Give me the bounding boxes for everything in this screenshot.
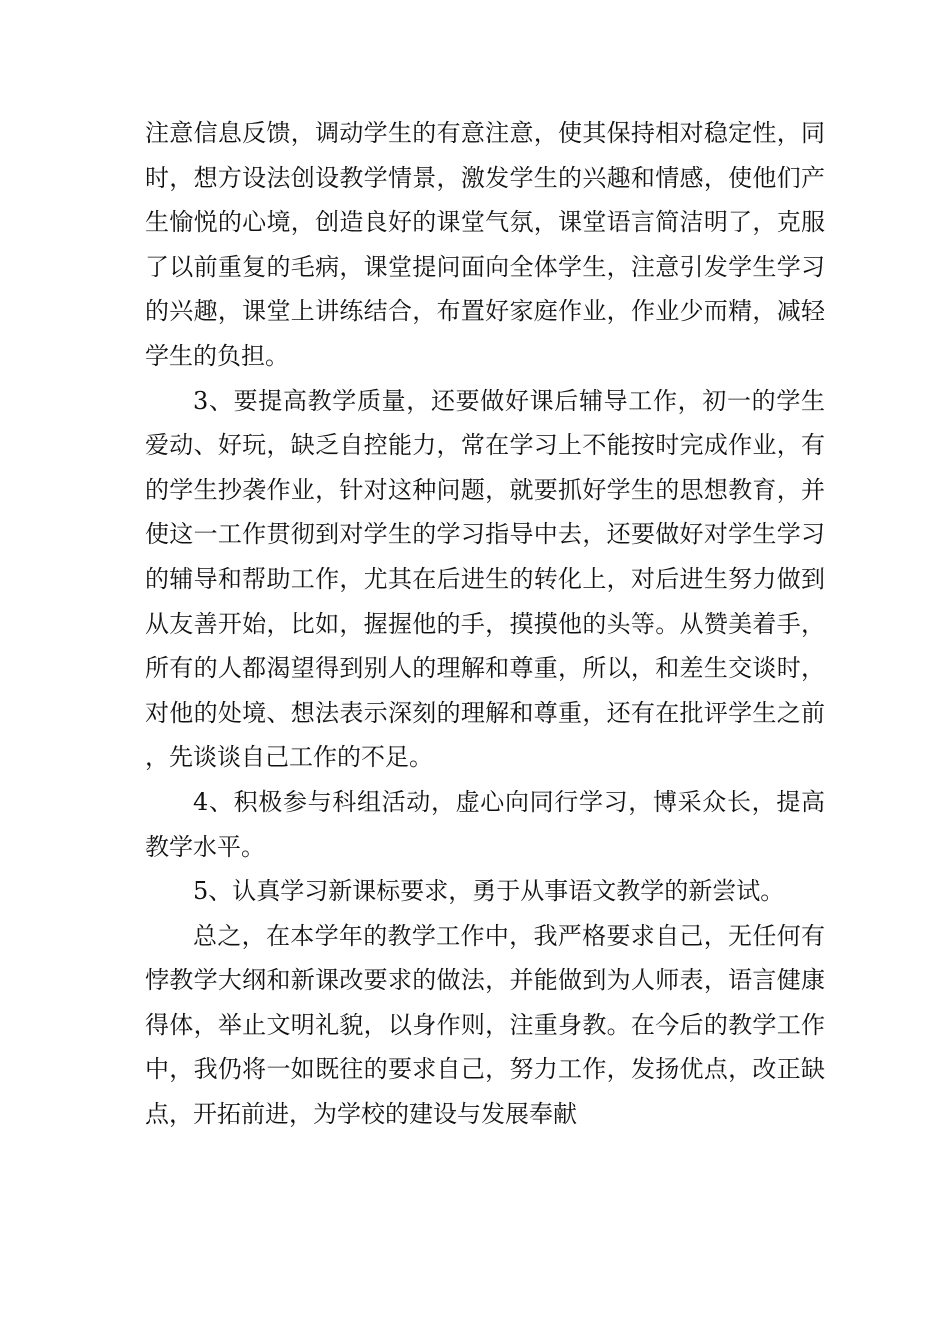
text-line: 5、认真学习新课标要求，勇于从事语文教学的新尝试。 bbox=[193, 877, 785, 906]
text-line: 学生爱动、好玩，缺乏自控能力，常在学习上不能按时完成 bbox=[145, 386, 825, 460]
text-line: 明了，克服了以前重复的毛病，课堂提问面向全体学生，注 bbox=[145, 208, 826, 281]
text-line: 何有悖教学大纲和新课改要求的做法，并能做到为人师表， bbox=[145, 921, 826, 995]
text-line: 意引发学生学习的兴趣，课堂上讲练结合，布置好家庭作业， bbox=[145, 252, 826, 326]
paragraph-1 bbox=[145, 111, 825, 379]
text-line: 上，对后进生努力做到从友善开始，比如，握握他的手，摸 bbox=[145, 564, 826, 638]
text-line: 作业少而精，减轻学生的负担。 bbox=[145, 297, 826, 370]
text-line: 要做好对学生学习的辅导和帮助工作，尤其在后进生的转化 bbox=[145, 520, 826, 593]
text-line: 和尊重，所以，和差生交谈时，对他的处境、想法表示深刻 bbox=[145, 654, 826, 727]
text-line: 他们产生愉悦的心境，创造良好的课堂气氛，课堂语言简洁 bbox=[145, 163, 825, 237]
text-line: 后的教学工作中，我仍将一如既往的要求自己，努力工作， bbox=[145, 1010, 826, 1084]
text-line: 总之，在本学年的教学工作中，我严格要求自己，无任 bbox=[193, 921, 777, 950]
text-line: 思想教育，并使这一工作贯彻到对学生的学习指导中去，还 bbox=[145, 475, 826, 549]
text-line: 4、积极参与科组活动，虚心向同行学习，博采众长， bbox=[193, 787, 777, 816]
paragraph-summary bbox=[145, 914, 825, 1137]
text-line: 注意信息反馈，调动学生的有意注意，使其保持相对稳定性， bbox=[145, 119, 801, 147]
text-line: 3、要提高教学质量，还要做好课后辅导工作，初一的 bbox=[193, 386, 777, 415]
text-line: 摸他的头等。从赞美着手，所有的人都渴望得到别人的理解 bbox=[145, 609, 826, 683]
text-line: 同时，想方设法创设教学情景，激发学生的兴趣和情感，使 bbox=[145, 119, 825, 192]
text-line: 作业，有的学生抄袭作业，针对这种问题，就要抓好学生的 bbox=[145, 431, 825, 504]
document-page bbox=[145, 111, 825, 1137]
paragraph-item-3 bbox=[145, 379, 825, 780]
text-line: 语言健康得体，举止文明礼貌，以身作则，注重身教。在今 bbox=[145, 966, 825, 1039]
text-line: 发扬优点，改正缺点，开拓前进，为学校的建设与发展奉献 bbox=[145, 1055, 826, 1129]
text-line: 提高教学水平。 bbox=[145, 787, 825, 861]
text-line: 的理解和尊重，还有在批评学生之前，先谈谈自己工作的不 bbox=[145, 698, 826, 772]
paragraph-item-4 bbox=[145, 780, 825, 869]
paragraph-item-5 bbox=[145, 869, 825, 914]
text-line: 足。 bbox=[385, 743, 433, 772]
